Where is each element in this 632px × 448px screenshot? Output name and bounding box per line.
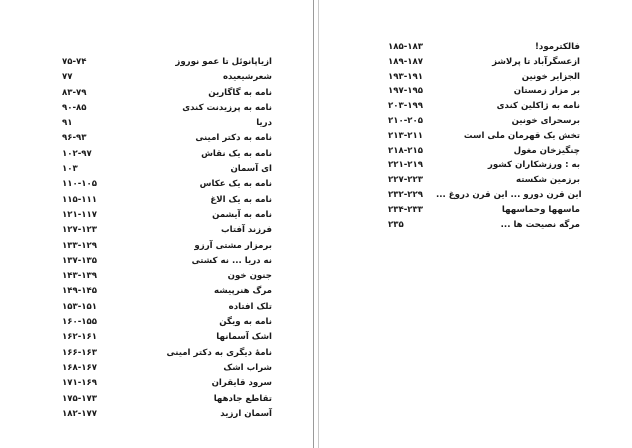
toc-page-range: ۲۱۸-۲۱۵ bbox=[388, 145, 424, 156]
toc-page-range: ۲۳۴-۲۳۳ bbox=[388, 204, 424, 215]
toc-entry bbox=[62, 346, 272, 361]
toc-title: این قرن دورو ... این قرن دروغ ... bbox=[436, 189, 582, 200]
toc-title: شراب اشک bbox=[223, 362, 272, 373]
toc-page-range: ۲۱۳-۲۱۱ bbox=[388, 130, 424, 141]
toc-page-range: ۹۶-۹۳ bbox=[62, 133, 87, 144]
toc-title: به : ورزشکاران کشور bbox=[487, 160, 580, 171]
right-page bbox=[324, 0, 632, 448]
toc-page-range: ۱۴۹-۱۴۵ bbox=[62, 286, 98, 297]
toc-title: نامه به آیشمن bbox=[212, 209, 272, 220]
toc-entry bbox=[388, 84, 580, 99]
toc-page-range: ۱۸۲-۱۷۷ bbox=[62, 408, 98, 419]
gutter-line bbox=[313, 0, 314, 448]
left-toc-list bbox=[62, 55, 272, 422]
toc-page-range: ۱۲۷-۱۲۳ bbox=[62, 225, 98, 236]
toc-page-range: ۹۱ bbox=[62, 118, 73, 129]
toc-entry bbox=[62, 330, 272, 345]
toc-page-range: ۱۵۳-۱۵۱ bbox=[62, 301, 98, 312]
toc-title: نامه به دکتر امینی bbox=[195, 133, 272, 144]
left-page bbox=[0, 0, 310, 448]
toc-entry bbox=[62, 116, 272, 131]
toc-entry bbox=[388, 188, 580, 203]
right-toc-list bbox=[388, 40, 580, 232]
toc-page-range: ۱۶۶-۱۶۳ bbox=[62, 347, 98, 358]
toc-entry bbox=[62, 361, 272, 376]
toc-entry bbox=[62, 147, 272, 162]
toc-page-range: ۱۸۵-۱۸۳ bbox=[388, 42, 424, 52]
toc-title: آسمان ارزید bbox=[220, 408, 272, 419]
toc-page-range: ۱۱۵-۱۱۱ bbox=[62, 194, 98, 205]
toc-page-range: ۱۰۳ bbox=[62, 164, 78, 175]
toc-entry bbox=[62, 284, 272, 299]
toc-title: فرزند آفتاب bbox=[220, 225, 272, 236]
toc-entry bbox=[388, 55, 580, 70]
toc-entry bbox=[388, 99, 580, 114]
toc-entry bbox=[62, 315, 272, 330]
toc-page-range: ۱۹۳-۱۹۱ bbox=[388, 71, 424, 82]
toc-title: اشک آسمانها bbox=[216, 332, 272, 343]
toc-page-range: ۱۹۷-۱۹۵ bbox=[388, 86, 424, 97]
toc-page-range: ۲۳۲-۲۲۹ bbox=[388, 189, 424, 200]
toc-entry bbox=[388, 158, 580, 173]
toc-entry bbox=[62, 269, 272, 284]
toc-entry bbox=[388, 203, 580, 218]
toc-entry bbox=[62, 300, 272, 315]
toc-title: جنون خون bbox=[227, 271, 272, 282]
toc-title: نامه به گاگارین bbox=[208, 87, 272, 98]
toc-title: تقاطع جادهها bbox=[213, 393, 272, 404]
toc-page-range: ۱۴۳-۱۳۹ bbox=[62, 271, 98, 282]
toc-title: نامه به پرزیدنت کندی bbox=[182, 102, 272, 113]
toc-entry bbox=[62, 254, 272, 269]
toc-entry bbox=[62, 407, 272, 422]
toc-title: نامه به ژاکلین کندی bbox=[496, 101, 580, 112]
toc-page-range: ۱۶۲-۱۶۱ bbox=[62, 332, 98, 343]
toc-page-range: ۲۳۵ bbox=[388, 219, 404, 230]
toc-page-range: ۱۲۱-۱۱۷ bbox=[62, 209, 98, 220]
toc-entry bbox=[388, 129, 580, 144]
toc-entry bbox=[62, 239, 272, 254]
toc-page-range: ۷۷ bbox=[62, 72, 73, 83]
toc-entry bbox=[388, 144, 580, 159]
toc-page-range: ۱۶۰-۱۵۵ bbox=[62, 317, 98, 328]
toc-title: ازیاپانوئل تا عمو نوروز bbox=[175, 57, 272, 67]
toc-title: مرگه نصیحت ها ... bbox=[500, 219, 580, 230]
toc-title: مرگ هنرپیشه bbox=[214, 286, 272, 297]
toc-entry bbox=[62, 208, 272, 223]
toc-title: سرود قایقران bbox=[211, 378, 272, 389]
toc-page-range: ۷۵-۷۴ bbox=[62, 57, 87, 67]
toc-entry bbox=[62, 101, 272, 116]
toc-title: الجزایر خونین bbox=[521, 71, 580, 82]
toc-title: نه دریا ... نه کشتی bbox=[191, 255, 272, 266]
toc-title: برسحرای خونین bbox=[511, 115, 580, 126]
toc-entry bbox=[388, 114, 580, 129]
toc-title: فالکترمود! bbox=[535, 42, 580, 52]
toc-page-range: ۲۰۳-۱۹۹ bbox=[388, 101, 424, 112]
toc-title: نامۀ دیگری به دکتر امینی bbox=[166, 347, 272, 358]
toc-title: چنگیزخان مغول bbox=[513, 145, 580, 156]
toc-entry bbox=[62, 131, 272, 146]
toc-title: نامه به یک عکاس bbox=[199, 179, 272, 190]
toc-entry bbox=[62, 55, 272, 70]
toc-title: ای آسمان bbox=[230, 164, 272, 175]
toc-page-range: ۱۰۲-۹۷ bbox=[62, 148, 92, 159]
toc-entry bbox=[62, 376, 272, 391]
toc-page-range: ۸۳-۷۹ bbox=[62, 87, 87, 98]
toc-title: برمزار مشتی آرزو bbox=[194, 240, 272, 251]
toc-page-range: ۲۲۱-۲۱۹ bbox=[388, 160, 424, 171]
toc-page-range: ۱۷۵-۱۷۳ bbox=[62, 393, 98, 404]
toc-page-range: ۱۱۰-۱۰۵ bbox=[62, 179, 98, 190]
toc-page-range: ۱۷۱-۱۶۹ bbox=[62, 378, 98, 389]
book-gutter bbox=[310, 0, 324, 448]
toc-title: تخش یک قهرمان ملی است bbox=[463, 130, 580, 141]
toc-title: برزمین شکسته bbox=[516, 175, 580, 186]
toc-title: نامه به یک الاغ bbox=[210, 194, 272, 205]
toc-entry bbox=[388, 70, 580, 85]
toc-entry bbox=[62, 70, 272, 85]
toc-entry bbox=[388, 218, 580, 233]
toc-title: نامه به یک نقاش bbox=[201, 148, 272, 159]
toc-entry bbox=[62, 193, 272, 208]
toc-title: تلک افتاده bbox=[228, 301, 272, 312]
toc-page-range: ۱۶۸-۱۶۷ bbox=[62, 362, 98, 373]
toc-title: ازعسگرآباد تا پرلاشز bbox=[492, 56, 580, 67]
gutter-line bbox=[318, 0, 319, 448]
toc-entry bbox=[388, 40, 580, 55]
toc-entry bbox=[62, 392, 272, 407]
toc-entry bbox=[62, 177, 272, 192]
toc-title: شعرشیعیده bbox=[222, 72, 272, 83]
toc-page-range: ۲۲۷-۲۲۳ bbox=[388, 175, 424, 186]
toc-page-range: ۱۳۷-۱۳۵ bbox=[62, 255, 98, 266]
toc-title: بر مزار زمستان bbox=[513, 86, 580, 97]
toc-entry bbox=[62, 86, 272, 101]
toc-title: ماسهها وحماسهها bbox=[501, 204, 580, 215]
toc-title: دریا bbox=[256, 118, 272, 129]
toc-page-range: ۱۸۹-۱۸۷ bbox=[388, 56, 424, 67]
toc-entry bbox=[62, 223, 272, 238]
toc-entry bbox=[62, 162, 272, 177]
toc-page-range: ۲۱۰-۲۰۵ bbox=[388, 115, 424, 126]
toc-title: نامه به ویگن bbox=[219, 317, 272, 328]
toc-page-range: ۱۳۳-۱۲۹ bbox=[62, 240, 98, 251]
toc-entry bbox=[388, 173, 580, 188]
toc-page-range: ۹۰-۸۵ bbox=[62, 102, 87, 113]
